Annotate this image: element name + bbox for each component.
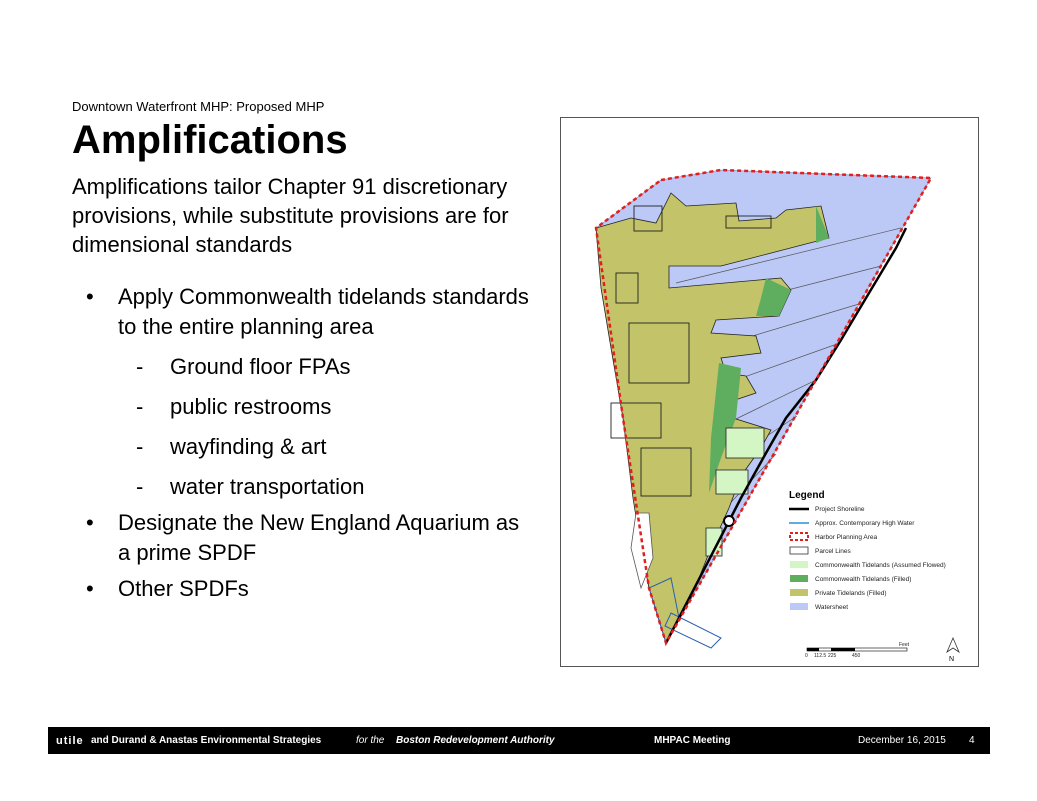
legend-swatch-watersheet bbox=[790, 603, 808, 610]
footer-partners: and Durand & Anastas Environmental Strategies bbox=[91, 735, 322, 746]
bullet-item bbox=[86, 508, 536, 568]
legend-label: Commonwealth Tidelands (Filled) bbox=[815, 576, 912, 583]
legend-label: Parcel Lines bbox=[815, 548, 851, 555]
sub-bullet-text: Ground floor FPAs bbox=[170, 354, 351, 379]
bullet-text: Other SPDFs bbox=[118, 576, 249, 601]
north-arrow-icon bbox=[947, 638, 959, 663]
north-label: N bbox=[949, 656, 955, 663]
sub-bullet-item bbox=[86, 432, 536, 462]
scale-unit: Feet bbox=[899, 642, 910, 648]
sub-bullet-item bbox=[86, 392, 536, 422]
sub-bullet-marker: - bbox=[136, 394, 144, 419]
bullet-list bbox=[86, 282, 536, 604]
legend-swatch-private bbox=[790, 589, 808, 596]
legend-label: Approx. Contemporary High Water bbox=[815, 520, 915, 527]
harbor-planning-map bbox=[561, 118, 978, 666]
scale-tick: 0 bbox=[805, 653, 808, 659]
bullet-marker: • bbox=[86, 510, 94, 535]
bullet-marker: • bbox=[86, 284, 94, 309]
bullet-marker: • bbox=[86, 576, 94, 601]
scale-bar bbox=[805, 642, 910, 659]
footer-logo: utile bbox=[56, 735, 84, 747]
legend-label: Commonwealth Tidelands (Assumed Flowed) bbox=[815, 562, 946, 569]
legend-label: Project Shoreline bbox=[815, 506, 865, 513]
shoreline-node bbox=[724, 516, 734, 526]
breadcrumb: Downtown Waterfront MHP: Proposed MHP bbox=[72, 99, 325, 114]
sub-bullet-marker: - bbox=[136, 474, 144, 499]
footer-client: Boston Redevelopment Authority bbox=[396, 735, 555, 746]
legend-label: Private Tidelands (Filled) bbox=[815, 590, 887, 597]
bullet-item bbox=[86, 282, 536, 342]
footer-page-number: 4 bbox=[969, 735, 975, 746]
legend-title: Legend bbox=[789, 490, 825, 501]
footer-bar bbox=[48, 727, 990, 754]
legend-swatch-cw-flowed bbox=[790, 561, 808, 568]
legend-label: Watersheet bbox=[815, 604, 848, 611]
bullet-item bbox=[86, 574, 536, 604]
scale-tick: 225 bbox=[828, 653, 837, 659]
slide-title: Amplifications bbox=[72, 118, 348, 162]
sub-bullet-marker: - bbox=[136, 354, 144, 379]
legend-items bbox=[789, 506, 946, 611]
sub-bullet-item bbox=[86, 352, 536, 382]
intro-text: Amplifications tailor Chapter 91 discretionary provisions, while substitute provisions are for dimensional standards bbox=[72, 174, 509, 257]
footer-for-text: for the bbox=[356, 735, 385, 746]
bullet-text: Apply Commonwealth tidelands standards to the entire planning area bbox=[118, 284, 529, 339]
sub-bullet-marker: - bbox=[136, 434, 144, 459]
commonwealth-flowed-area bbox=[726, 428, 764, 458]
scale-tick: 112.5 bbox=[814, 653, 827, 659]
sub-bullet-text: public restrooms bbox=[170, 394, 332, 419]
footer-meeting: MHPAC Meeting bbox=[654, 735, 731, 746]
sub-bullet-item bbox=[86, 472, 536, 502]
legend-label: Harbor Planning Area bbox=[815, 534, 878, 541]
footer-date: December 16, 2015 bbox=[858, 735, 946, 746]
bullet-text: Designate the New England Aquarium as a prime SPDF bbox=[118, 510, 520, 565]
legend-swatch-harbor bbox=[790, 533, 808, 540]
legend-swatch-cw-filled bbox=[790, 575, 808, 582]
commonwealth-flowed-area bbox=[716, 470, 748, 494]
map-figure bbox=[560, 117, 979, 667]
sub-bullet-text: wayfinding & art bbox=[170, 434, 327, 459]
scale-tick: 450 bbox=[852, 653, 861, 659]
sub-bullet-text: water transportation bbox=[170, 474, 365, 499]
legend-swatch-parcel bbox=[790, 547, 808, 554]
